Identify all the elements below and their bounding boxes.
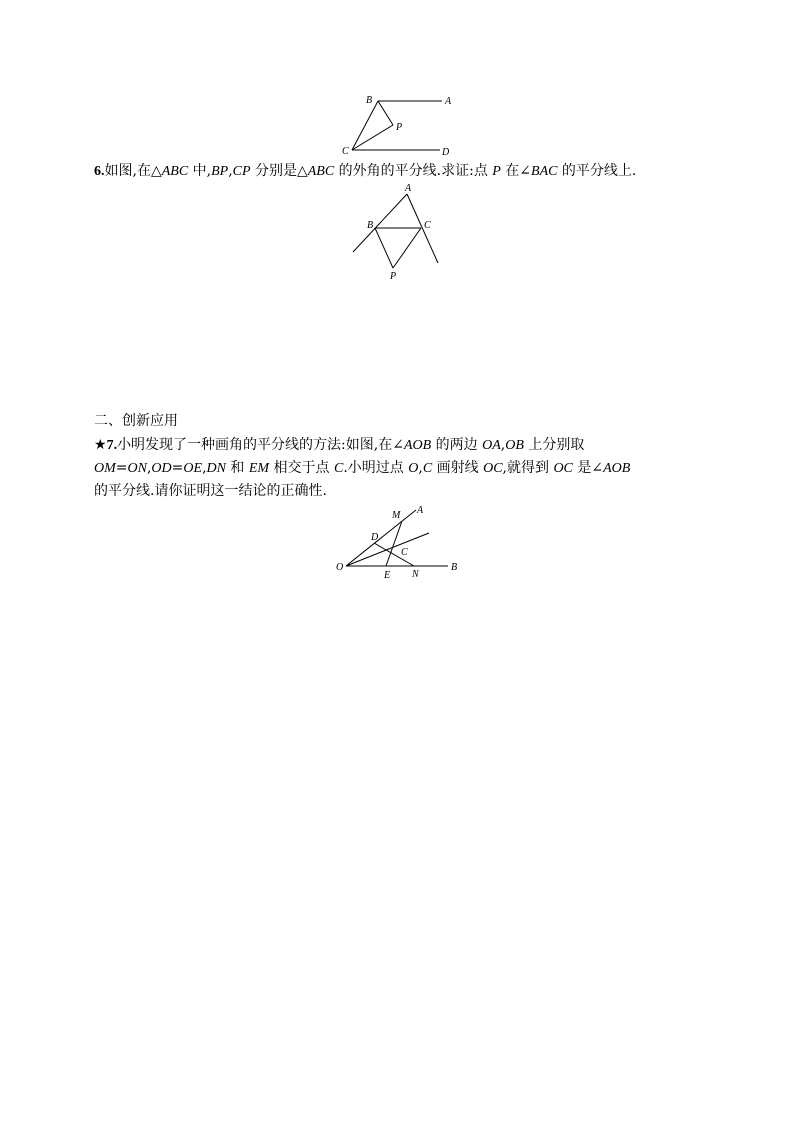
fig3-label-e: E bbox=[384, 570, 391, 581]
fig1-label-b: B bbox=[366, 95, 373, 106]
fig1-label-p: P bbox=[396, 122, 403, 133]
fig1-label-c: C bbox=[342, 146, 349, 157]
fig3-label-d: D bbox=[371, 532, 379, 543]
figure-triangle-external-bisectors bbox=[345, 183, 450, 283]
fig2-label-c: C bbox=[424, 220, 431, 231]
question-number: 6. bbox=[94, 164, 105, 179]
fig2-label-b: B bbox=[367, 220, 374, 231]
fig3-label-o: O bbox=[336, 562, 344, 573]
question-7-line-2: OM=ON,OD=OE,DN 和 EM 相交于点 C.小明过点 O,C 画射线 OC,就得到 OC 是∠AOB bbox=[94, 460, 631, 476]
question-7-line-3: 的平分线.请你证明这一结论的正确性. bbox=[94, 483, 327, 499]
fig3-label-a: A bbox=[417, 505, 424, 516]
figure-parallel-lines bbox=[330, 88, 470, 160]
question-number: 7. bbox=[106, 438, 118, 453]
fig2-label-p: P bbox=[390, 271, 397, 282]
fig3-label-m: M bbox=[392, 510, 401, 521]
question-6: 6.如图,在△ABC 中,BP,CP 分别是△ABC 的外角的平分线.求证:点 P 在∠BAC 的平分线上. bbox=[94, 163, 637, 179]
fig2-label-a: A bbox=[405, 183, 412, 194]
figure-angle-bisector-construction bbox=[330, 503, 465, 581]
fig1-label-d: D bbox=[442, 147, 450, 158]
star-icon: ★ bbox=[94, 437, 107, 453]
fig3-label-n: N bbox=[412, 569, 419, 580]
fig3-label-b: B bbox=[451, 562, 458, 573]
question-7-line-1: ★7.小明发现了一种画角的平分线的方法:如图,在∠AOB 的两边 OA,OB 上分别取 bbox=[94, 437, 585, 453]
section-heading: 二、创新应用 bbox=[94, 413, 178, 429]
fig1-label-a: A bbox=[445, 96, 452, 107]
fig3-label-c: C bbox=[401, 547, 408, 558]
